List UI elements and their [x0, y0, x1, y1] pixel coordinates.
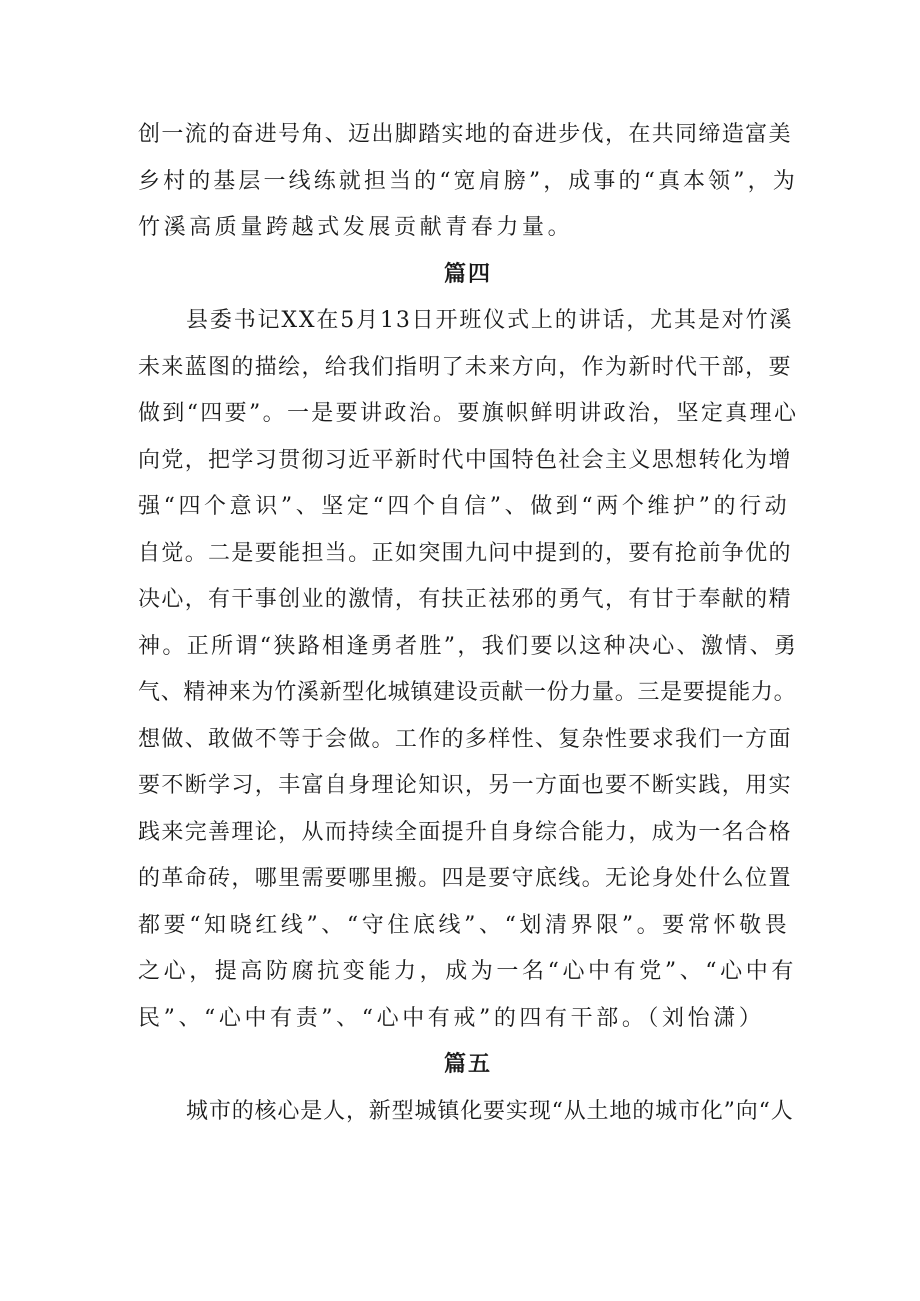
paragraph-line: 民”、“心中有责”、“心中有戒”的四有干部。（刘怡潇） — [138, 1005, 765, 1031]
paragraph-line: 创一流的奋进号角、迈出脚踏实地的奋进步伐，在共同缔造富美 — [138, 122, 792, 147]
paragraph-line: 做到“四要”。一是要讲政治。要旗帜鲜明讲政治，坚定真理心 — [138, 401, 799, 426]
paragraph-line: 自觉。二是要能担当。正如突围九问中提到的，要有抢前争优的 — [138, 540, 792, 566]
paragraph-line: 之心，提高防腐抗变能力，成为一名“心中有党”、“心中有 — [138, 959, 797, 984]
paragraph-line: 想做、敢做不等于会做。工作的多样性、复杂性要求我们一方面 — [138, 726, 792, 752]
paragraph-line: 县委书记XX在5月13日开班仪式上的讲话，尤其是对竹溪 — [186, 308, 794, 333]
paragraph-line: 乡村的基层一线练就担当的“宽肩膀”，成事的“真本领”，为 — [138, 168, 798, 194]
paragraph-line: 强“四个意识”、坚定“四个自信”、做到“两个维护”的行动 — [138, 494, 791, 519]
paragraph-line: 都要“知晓红线”、“守住底线”、“划清界限”。要常怀敬畏 — [138, 912, 791, 938]
section-heading-5: 篇五 — [443, 1052, 492, 1077]
paragraph-line: 城市的核心是人，新型城镇化要实现“从土地的城市化”向“人 — [186, 1098, 794, 1124]
paragraph-line: 竹溪高质量跨越式发展贡献青春力量。 — [138, 215, 574, 240]
paragraph-line: 践来完善理论，从而持续全面提升自身综合能力，成为一名合格 — [138, 819, 792, 845]
paragraph-line: 气、精神来为竹溪新型化城镇建设贡献一份力量。三是要提能力。 — [138, 680, 797, 705]
document-page — [138, 112, 798, 1135]
paragraph-line: 要不断学习，丰富自身理论知识，另一方面也要不断实践，用实 — [138, 773, 792, 798]
paragraph-line: 神。正所谓“狭路相逢勇者胜”，我们要以这种决心、激情、勇 — [138, 633, 799, 659]
paragraph-line: 向党，把学习贯彻习近平新时代中国特色社会主义思想转化为增 — [138, 447, 792, 473]
paragraph-line: 决心，有干事创业的激情，有扶正祛邪的勇气，有甘于奉献的精 — [138, 587, 792, 612]
paragraph-line: 未来蓝图的描绘，给我们指明了未来方向，作为新时代干部，要 — [138, 354, 792, 380]
paragraph-line: 的革命砖，哪里需要哪里搬。四是要守底线。无论身处什么位置 — [138, 866, 792, 891]
section-heading-4: 篇四 — [443, 261, 492, 287]
